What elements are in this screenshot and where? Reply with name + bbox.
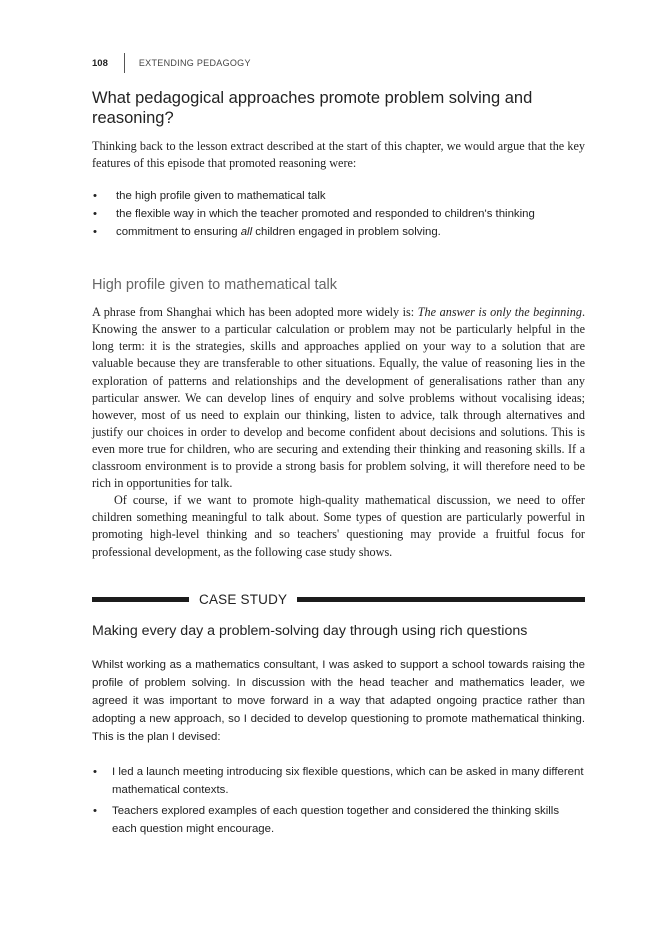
section-heading: What pedagogical approaches promote problem solving and reasoning? [92,89,533,127]
body-paragraph: Of course, if we want to promote high-quality mathematical discussion, we need to offer children something meaningful to talk about. Some types of question are particularly powerful in promoting high-level thinking and so teachers' questioning may provide a fruitful focus for professional development, as the following case study shows. [92,493,585,559]
case-study-plan-list [92,763,585,838]
subsection-heading: High profile given to mathematical talk [92,277,338,294]
list-item: • Teachers explored examples of each question together and considered the thinking skills each question might encourage. [92,802,585,838]
paragraph-lead: A phrase from Shanghai which has been adopted more widely is: [92,305,418,320]
list-item: • I led a launch meeting introducing six flexible questions, which can be asked in many different mathematical contexts. [92,763,585,799]
intro-paragraph: Thinking back to the lesson extract described at the start of this chapter, we would argue that the key features of this episode that promoted reasoning were: [92,139,585,171]
page-number: 108 [92,57,108,69]
list-item-text: children engaged in problem solving. [252,226,441,239]
case-study-label: CASE STUDY [199,592,288,608]
list-item: • the high profile given to mathematical talk [92,187,585,205]
page-content [92,88,585,841]
paragraph-text: . Knowing the answer to a particular calculation or problem may not be particularly helpful in the long term: it is the strategies, skills and approaches applied on your way to a solution that are valuable because they are transferable to other situations. Equally, the value of reasoning lies in the exploration of patterns and relationships and the development of generalisations rather than any particular answer. We can develop lines of enquiry and solve problems without vocalising ideas; however, most of us need to explain our thinking, listen to advice, talk through alternatives and justify our choices in order to develop and become confident about decisions and solutions. This is even more true for children, who are securing and extending their thinking and reasoning skills. If a classroom environment is to provide a strong basis for problem solving, it will therefore need to be rich in opportunities for talk. [92,305,585,491]
list-item-text: commitment to ensuring [116,226,241,239]
case-study-paragraph: Whilst working as a mathematics consultant, I was asked to support a school towards raising the profile of problem solving. In discussion with the head teacher and mathematics leader, we agreed it was important to move forward in a way that adapted ongoing practice rather than adopting a new approach, so I decided to develop questioning to promote mathematical thinking. This is the plan I devised: [92,658,585,743]
quoted-phrase: The answer is only the beginning [417,305,582,320]
banner-rule-left [92,597,189,602]
running-head-title: EXTENDING PEDAGOGY [138,58,251,68]
case-study-title: Making every day a problem-solving day through using rich questions [92,622,528,639]
banner-rule-right [297,597,585,602]
emphasis-text: all [240,226,253,239]
case-study-banner [92,591,585,609]
body-paragraph [92,304,585,492]
running-header [92,54,251,72]
list-item [92,223,585,241]
header-divider [124,53,125,73]
key-features-list [92,187,585,241]
list-item: • the flexible way in which the teacher promoted and responded to children's thinking [92,205,585,223]
